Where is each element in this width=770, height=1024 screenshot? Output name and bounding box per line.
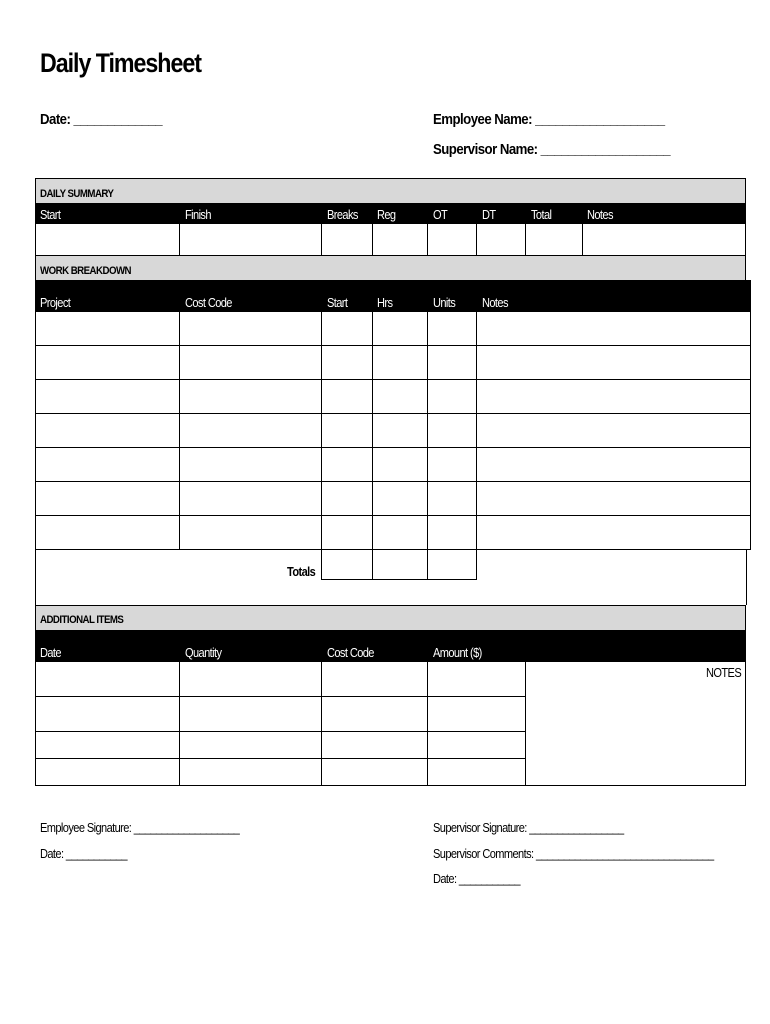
employee-date-field[interactable]: Date: ___________ xyxy=(40,846,127,861)
daily-reg-input[interactable] xyxy=(373,225,427,255)
totals-start-input[interactable] xyxy=(322,551,372,579)
additional-items-label: ADDITIONAL ITEMS xyxy=(40,614,124,626)
col-notes: Notes xyxy=(587,207,613,222)
table-row[interactable] xyxy=(36,346,750,379)
table-row[interactable] xyxy=(36,732,525,758)
daily-ot-input[interactable] xyxy=(428,225,476,255)
work-breakdown-label: WORK BREAKDOWN xyxy=(40,265,132,277)
table-row[interactable] xyxy=(36,313,750,345)
notes-box[interactable] xyxy=(526,663,745,785)
ai-col-amount: Amount ($) xyxy=(433,645,482,660)
table-row[interactable] xyxy=(36,697,525,731)
wb-col-hrs: Hrs xyxy=(377,295,393,310)
table-row[interactable] xyxy=(36,759,525,785)
daily-finish-input[interactable] xyxy=(180,225,321,255)
table-row[interactable] xyxy=(36,380,750,413)
page-title: Daily Timesheet xyxy=(40,48,201,78)
daily-summary-label: DAILY SUMMARY xyxy=(40,188,114,200)
col-dt: DT xyxy=(482,207,496,222)
work-breakdown-column-header xyxy=(35,280,751,312)
daily-summary-section-header xyxy=(35,178,746,203)
employee-signature-field[interactable]: Employee Signature: ___________________ xyxy=(40,820,240,835)
totals-units-input[interactable] xyxy=(428,551,476,579)
supervisor-date-field[interactable]: Date: ___________ xyxy=(433,871,520,886)
ai-col-quantity: Quantity xyxy=(185,645,222,660)
wb-col-cost-code: Cost Code xyxy=(185,295,232,310)
table-row[interactable] xyxy=(36,448,750,481)
totals-hrs-input[interactable] xyxy=(373,551,427,579)
notes-label: NOTES xyxy=(706,665,742,680)
table-row[interactable] xyxy=(36,414,750,447)
table-row[interactable] xyxy=(36,516,750,549)
work-breakdown-section-header xyxy=(35,256,746,280)
wb-col-units: Units xyxy=(433,295,456,310)
wb-col-project: Project xyxy=(40,295,71,310)
wb-col-notes: Notes xyxy=(482,295,508,310)
employee-name-field[interactable]: Employee Name: ___________________ xyxy=(433,111,665,128)
wb-col-start: Start xyxy=(327,295,348,310)
col-finish: Finish xyxy=(185,207,211,222)
daily-start-input[interactable] xyxy=(36,225,179,255)
daily-total-input[interactable] xyxy=(526,225,582,255)
daily-breaks-input[interactable] xyxy=(322,225,372,255)
ai-col-cost-code: Cost Code xyxy=(327,645,374,660)
totals-label: Totals xyxy=(287,564,316,579)
daily-notes-input[interactable] xyxy=(583,225,745,255)
daily-dt-input[interactable] xyxy=(477,225,525,255)
supervisor-signature-field[interactable]: Supervisor Signature: _________________ xyxy=(433,820,624,835)
ai-col-date: Date xyxy=(40,645,61,660)
supervisor-comments-field[interactable]: Supervisor Comments: ________________________________ xyxy=(433,846,714,861)
table-row[interactable] xyxy=(36,663,525,696)
col-start: Start xyxy=(40,207,61,222)
col-reg: Reg xyxy=(377,207,396,222)
date-field[interactable]: Date: _____________ xyxy=(40,111,163,128)
col-total: Total xyxy=(531,207,552,222)
col-breaks: Breaks xyxy=(327,207,358,222)
additional-items-section-header xyxy=(35,605,746,630)
col-ot: OT xyxy=(433,207,448,222)
supervisor-name-field[interactable]: Supervisor Name: ___________________ xyxy=(433,141,671,158)
table-row[interactable] xyxy=(36,482,750,515)
additional-items-column-header xyxy=(35,630,746,662)
